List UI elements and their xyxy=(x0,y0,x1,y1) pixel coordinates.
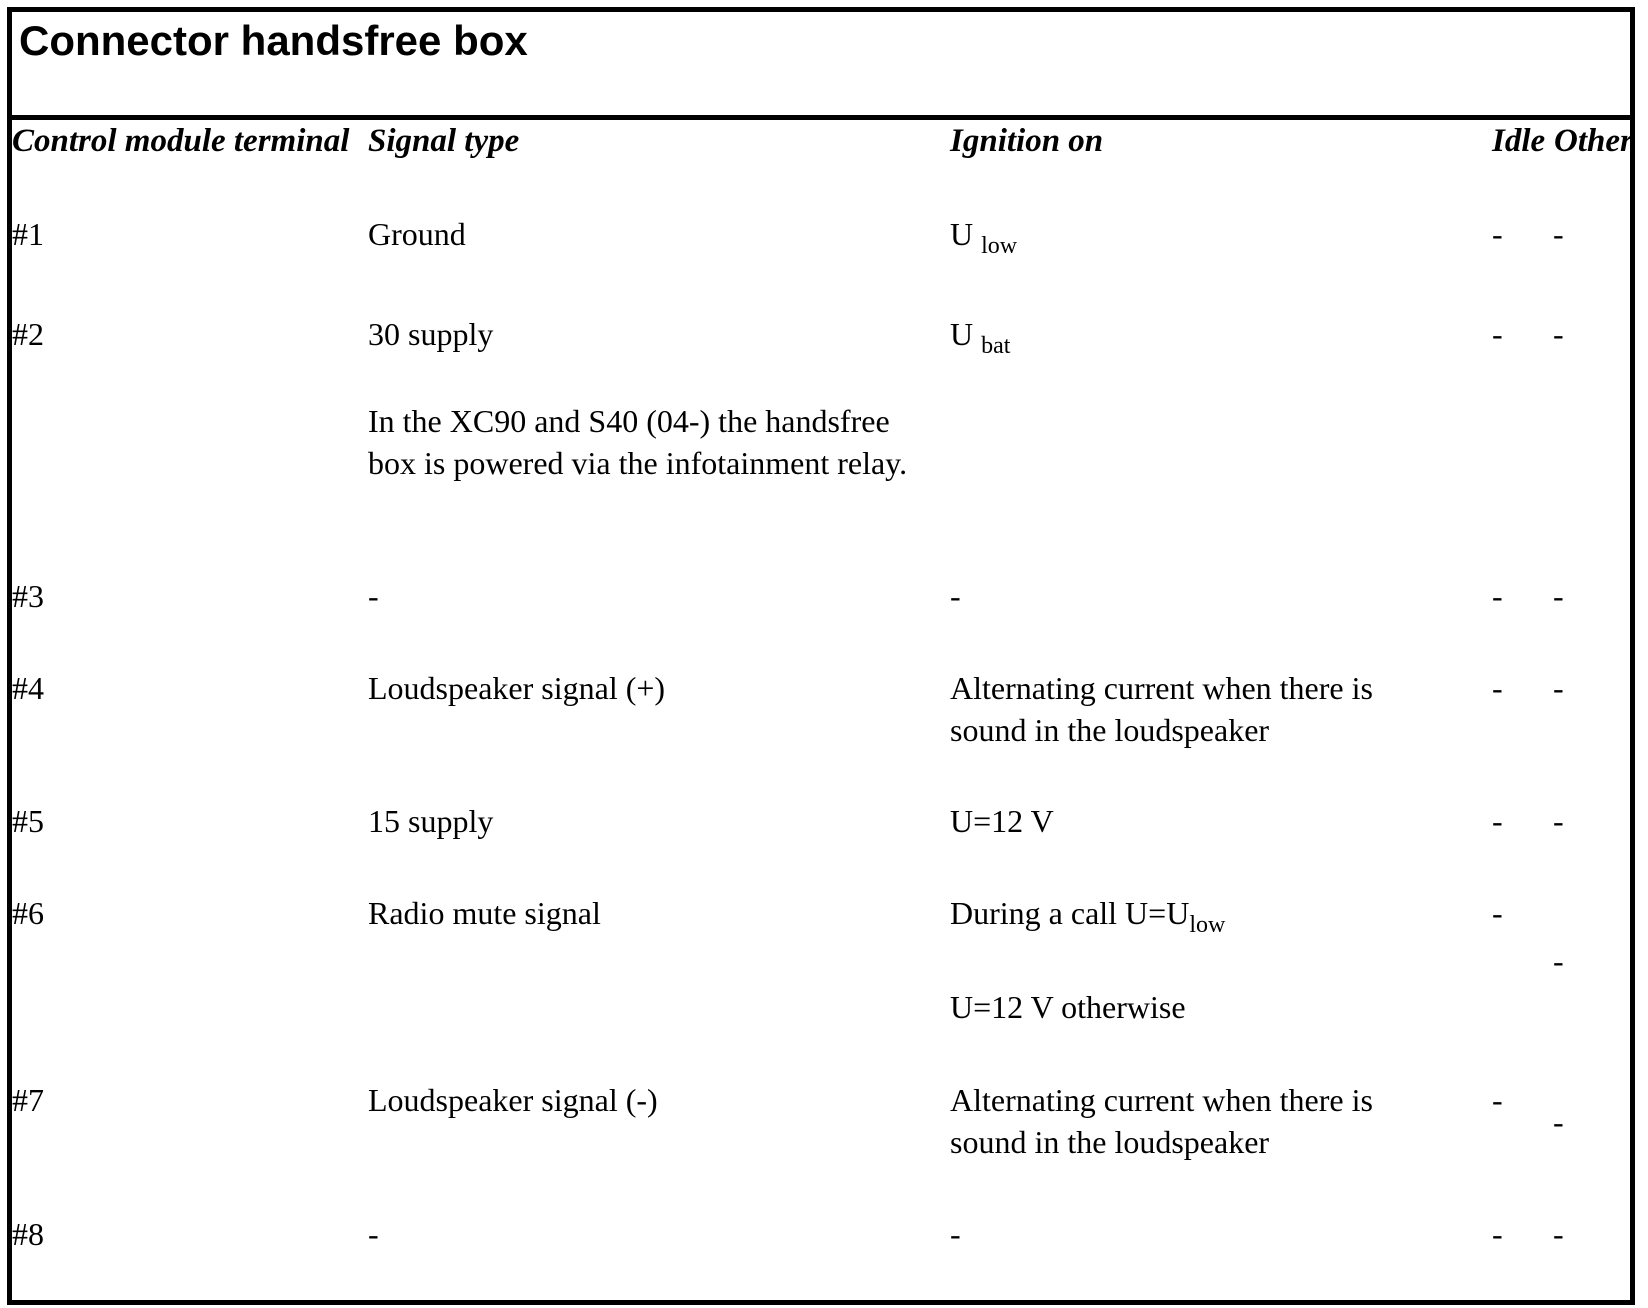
header-terminal: Control module terminal xyxy=(12,123,350,159)
row-6-ignition-otherwise: U=12 V otherwise xyxy=(950,989,1186,1025)
row-8-signal: - xyxy=(368,1216,379,1252)
row-8-terminal: #8 xyxy=(12,1216,44,1252)
row-6-signal: Radio mute signal xyxy=(368,895,601,931)
row-1-ignition: U $_{low}$ xyxy=(950,216,1018,259)
row-1-other: - xyxy=(1553,216,1564,252)
row-5-other: - xyxy=(1553,803,1564,839)
row-5-idle: - xyxy=(1492,803,1503,839)
row-5-terminal: #5 xyxy=(12,803,44,839)
row-3-other: - xyxy=(1553,578,1564,614)
row-3-idle: - xyxy=(1492,578,1503,614)
header-other: Other xyxy=(1554,123,1633,159)
row-7-ignition: Alternating current when there is sound in the loudspeaker xyxy=(950,1082,1373,1160)
row-2-ignition: U $_{bat}$ xyxy=(950,316,1011,359)
row-6-other: - xyxy=(1553,943,1564,979)
row-2-signal-note: In the XC90 and S40 (04-) the handsfree box is powered via the infotainment relay. xyxy=(368,403,908,481)
row-3-terminal: #3 xyxy=(12,578,44,614)
row-8-idle: - xyxy=(1492,1216,1503,1252)
row-4-ignition: Alternating current when there is sound in the loudspeaker xyxy=(950,670,1373,748)
row-6-terminal: #6 xyxy=(12,895,44,931)
row-6-ignition: During a call $U=U_{low}$ xyxy=(950,895,1226,938)
row-6-idle: - xyxy=(1492,895,1503,931)
row-4-idle: - xyxy=(1492,670,1503,706)
row-4-signal: Loudspeaker signal (+) xyxy=(368,670,666,706)
row-3-signal: - xyxy=(368,578,379,614)
row-5-ignition: U=12 V xyxy=(950,803,1054,839)
row-4-other: - xyxy=(1553,670,1564,706)
row-8-ignition: - xyxy=(950,1216,961,1252)
row-7-terminal: #7 xyxy=(12,1082,44,1118)
row-2-other: - xyxy=(1553,316,1564,352)
header-ignition-on: Ignition on xyxy=(950,123,1104,159)
row-3-ignition: - xyxy=(950,578,961,614)
row-7-other: - xyxy=(1553,1104,1564,1140)
row-2-idle: - xyxy=(1492,316,1503,352)
page-title: Connector handsfree box xyxy=(19,17,528,64)
row-1-signal: Ground xyxy=(368,216,466,252)
row-4-terminal: #4 xyxy=(12,670,44,706)
header-idle: Idle xyxy=(1492,123,1546,159)
row-8-other: - xyxy=(1553,1216,1564,1252)
header-signal-type: Signal type xyxy=(368,123,520,159)
row-2-signal: 30 supply xyxy=(368,316,494,352)
row-7-signal: Loudspeaker signal (-) xyxy=(368,1082,658,1118)
row-5-signal: 15 supply xyxy=(368,803,494,839)
title-bar xyxy=(12,12,1630,120)
row-1-terminal: #1 xyxy=(12,216,44,252)
row-1-idle: - xyxy=(1492,216,1503,252)
row-2-terminal: #2 xyxy=(12,316,44,352)
row-7-idle: - xyxy=(1492,1082,1503,1118)
